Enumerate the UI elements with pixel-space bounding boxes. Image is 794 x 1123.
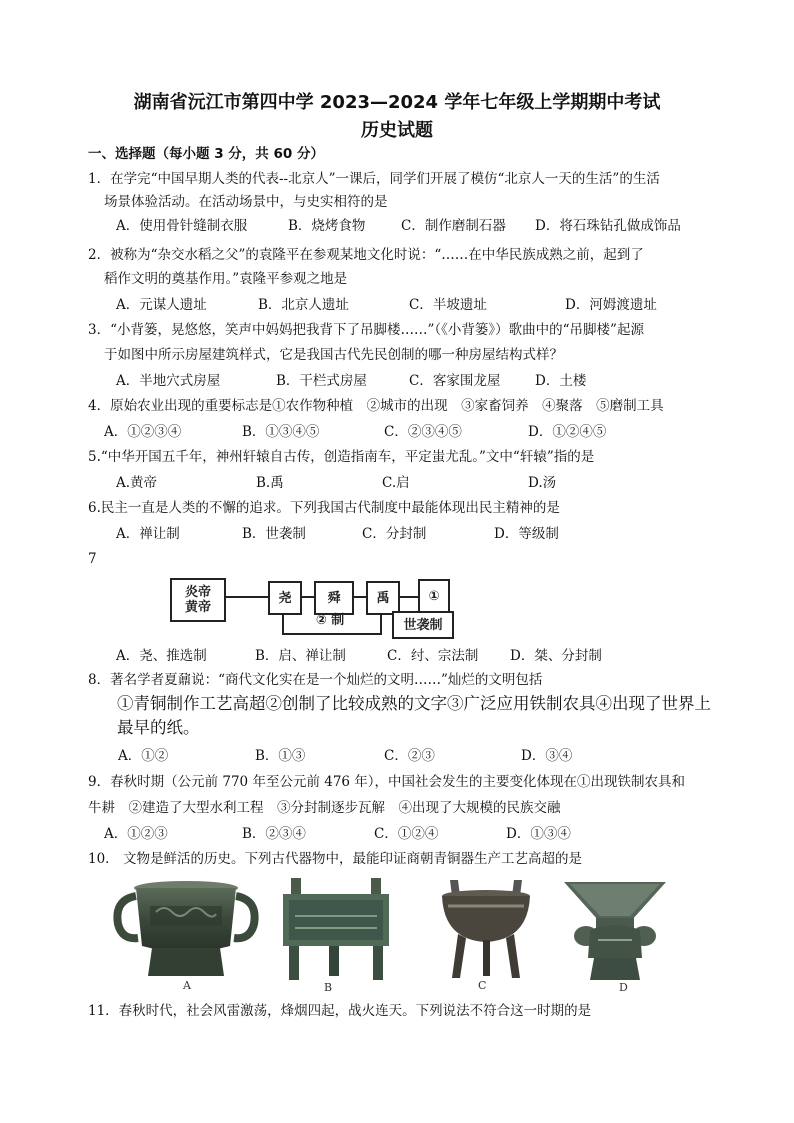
diagram-connector — [300, 596, 314, 598]
question-1-stem-cont: 场景体验活动。在活动场景中，与史实相符的是 — [104, 194, 388, 210]
question-1-stem: 1．在学完“中国早期人类的代表--北京人”一课后，同学们开展了模仿“北京人一天的生活”的生活 — [88, 171, 660, 187]
question-2-stem: 2．被称为“杂交水稻之父”的袁隆平在参观某地文化时说：“……在中华民族成熟之前，起到了 — [88, 247, 644, 263]
question-8-option-d: D．③④ — [521, 748, 573, 764]
bronze-tripod-ding-image — [436, 876, 536, 980]
question-4-stem: 4．原始农业出现的重要标志是①农作物种植 ②城市的出现 ③家畜饲养 ④聚落 ⑤磨制工具 — [88, 398, 664, 414]
question-9-option-c: C．①②④ — [374, 826, 439, 842]
exam-subject: 历史试题 — [361, 120, 433, 141]
diagram-box-yandi: 炎帝 — [184, 585, 211, 600]
question-2-option-c: C．半坡遗址 — [409, 297, 487, 313]
diagram-connector — [352, 596, 366, 598]
question-1-option-b: B．烧烤食物 — [288, 218, 366, 234]
question-2-stem-cont: 稻作文明的奠基作用。”袁隆平参观之地是 — [104, 271, 348, 287]
diagram-bracket — [380, 613, 382, 635]
succession-diagram — [170, 573, 460, 641]
question-2-option-d: D．河姆渡遗址 — [565, 297, 657, 313]
diagram-connector — [224, 596, 268, 598]
exam-title: 湖南省沅江市第四中学 2023—2024 学年七年级上学期期中考试 — [133, 92, 661, 113]
question-8-stem: 8．著名学者夏鼐说：“商代文化实在是一个灿烂的文明……”灿烂的文明包括 — [88, 672, 543, 688]
question-4-option-c: C．②③④⑤ — [384, 424, 462, 440]
question-9-stem-cont: 牛耕 ②建造了大型水利工程 ③分封制逐步瓦解 ④出现了大规模的民族交融 — [88, 800, 561, 816]
question-4-option-a: A．①②③④ — [104, 424, 182, 440]
bronze-gui-image — [112, 876, 260, 980]
question-3-option-b: B．干栏式房屋 — [276, 373, 367, 389]
vessel-label-a: A — [183, 979, 191, 992]
question-2-option-a: A．元谋人遗址 — [116, 297, 207, 313]
question-8-option-b: B．①③ — [255, 748, 306, 764]
question-3-stem-cont: 于如图中所示房屋建筑样式，它是我国古代先民创制的哪一种房屋结构式样？ — [104, 347, 563, 363]
vessel-label-c: C — [478, 979, 487, 992]
diagram-box-yandi-huangdi — [170, 578, 226, 622]
diagram-box-huangdi: 黄帝 — [184, 600, 211, 615]
question-5-option-a: A.黄帝 — [116, 475, 158, 491]
question-6-option-a: A．禅让制 — [116, 526, 180, 542]
question-7-option-c: C．纣、宗法制 — [387, 648, 479, 664]
question-3-option-d: D．土楼 — [535, 373, 587, 389]
question-6-option-b: B．世袭制 — [242, 526, 306, 542]
question-1-option-d: D．将石珠钻孔做成饰品 — [535, 218, 681, 234]
question-8-items: ①青铜制作工艺高超②创制了比较成熟的文字③广泛应用铁制农具④出现了世界上 — [117, 694, 711, 713]
question-7-option-b: B．启、禅让制 — [255, 648, 346, 664]
question-9-stem: 9．春秋时期（公元前 770 年至公元前 476 年），中国社会发生的主要变化体现在①出现铁制农具和 — [88, 774, 686, 790]
diagram-box-yu: 禹 — [366, 581, 400, 615]
question-1-option-a: A．使用骨针缝制衣服 — [116, 218, 248, 234]
question-1-option-c: C．制作磨制石器 — [401, 218, 506, 234]
vessel-label-b: B — [324, 981, 333, 994]
diagram-box-shun: 舜 — [314, 581, 354, 615]
question-5-option-c: C.启 — [382, 475, 410, 491]
diagram-connector — [398, 596, 418, 598]
vessel-label-d: D — [619, 981, 628, 994]
question-4-option-d: D．①②④⑤ — [528, 424, 607, 440]
question-7-option-a: A．尧、推选制 — [116, 648, 207, 664]
question-7-number: 7 — [88, 551, 97, 567]
question-6-option-c: C．分封制 — [362, 526, 427, 542]
diagram-box-hereditary: 世袭制 — [392, 611, 454, 639]
question-10-stem: 10． 文物是鲜活的历史。下列古代器物中，最能印证商朝青铜器生产工艺高超的是 — [88, 851, 582, 867]
diagram-box-yao: 尧 — [268, 581, 302, 615]
diagram-box-blank-1: ① — [418, 579, 450, 613]
question-3-stem: 3．“小背篓，晃悠悠，笑声中妈妈把我背下了吊脚楼……”（《小背篓》）歌曲中的“吊脚楼”起源 — [88, 322, 644, 338]
question-4-option-b: B．①③④⑤ — [242, 424, 320, 440]
question-5-option-d: D.汤 — [528, 475, 557, 491]
question-3-option-c: C．客家围龙屋 — [409, 373, 501, 389]
question-8-option-c: C．②③ — [384, 748, 435, 764]
question-9-option-b: B．②③④ — [242, 826, 306, 842]
question-7-option-d: D．桀、分封制 — [510, 648, 602, 664]
question-9-option-d: D．①③④ — [506, 826, 571, 842]
question-5-option-b: B.禹 — [256, 475, 284, 491]
question-9-option-a: A．①②③ — [104, 826, 168, 842]
question-8-items-cont: 最早的纸。 — [117, 718, 200, 737]
diagram-bracket — [282, 613, 284, 635]
section-heading: 一、选择题（每小题 3 分，共 60 分） — [88, 146, 324, 162]
diagram-bracket — [282, 633, 382, 635]
question-6-stem: 6.民主一直是人类的不懈的追求。下列我国古代制度中最能体现出民主精神的是 — [88, 500, 560, 516]
question-2-option-b: B．北京人遗址 — [258, 297, 349, 313]
question-11-stem: 11．春秋时代，社会风雷激荡，烽烟四起，战火连天。下列说法不符合这一时期的是 — [88, 1003, 592, 1019]
question-5-stem: 5.“中华开国五千年，神州轩辕自古传，创造指南车，平定蚩尤乱。”文中“轩辕”指的是 — [88, 449, 595, 465]
question-8-option-a: A．①② — [118, 748, 169, 764]
diagram-label-blank-2: ② 制 — [315, 612, 345, 628]
bronze-square-ding-image — [275, 876, 397, 982]
bronze-ram-zun-image — [562, 880, 668, 982]
question-3-option-a: A．半地穴式房屋 — [116, 373, 221, 389]
question-6-option-d: D．等级制 — [494, 526, 559, 542]
